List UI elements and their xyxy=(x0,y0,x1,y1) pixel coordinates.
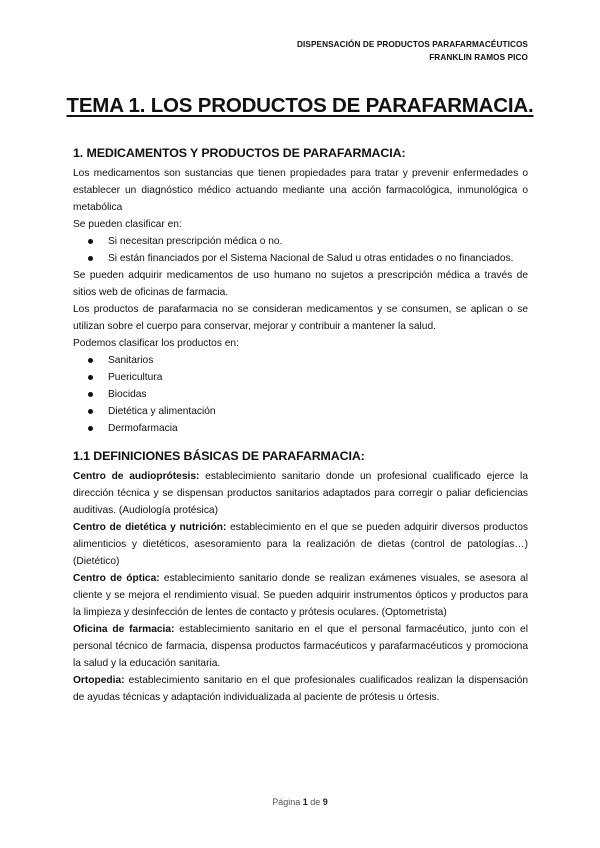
list-item xyxy=(73,233,528,250)
page-footer xyxy=(0,797,600,807)
list-item xyxy=(73,386,528,403)
products-list xyxy=(73,352,528,437)
list-item xyxy=(73,250,528,267)
list-item-text: Si están financiados por el Sistema Nacional de Salud u otras entidades o no financiados. xyxy=(108,253,514,264)
list-item xyxy=(73,420,528,437)
footer-of-label: de xyxy=(310,797,321,807)
definition-term: Ortopedia: xyxy=(73,675,125,686)
definition-ortopedia xyxy=(73,672,528,706)
definition-term: Oficina de farmacia: xyxy=(73,624,175,635)
list-item xyxy=(73,352,528,369)
definition-farmacia xyxy=(73,621,528,672)
list-item-text: Dietética y alimentación xyxy=(108,406,216,417)
bullet-icon xyxy=(88,239,93,244)
header-author: FRANKLIN RAMOS PICO xyxy=(429,53,528,62)
list-item-text: Puericultura xyxy=(108,372,163,383)
bullet-icon xyxy=(88,426,93,431)
running-header xyxy=(297,38,528,64)
page-title: TEMA 1. LOS PRODUCTOS DE PARAFARMACIA. xyxy=(66,94,534,117)
bullet-icon xyxy=(88,375,93,380)
header-course-title: DISPENSACIÓN DE PRODUCTOS PARAFARMACÉUTICOS xyxy=(297,40,528,49)
section-spacer xyxy=(73,437,528,448)
paragraph-online-purchase: Se pueden adquirir medicamentos de uso humano no sujetos a prescripción médica a través de sitios web de oficinas de farmacia. xyxy=(73,270,528,298)
footer-total-pages: 9 xyxy=(322,797,328,807)
definition-term: Centro de óptica: xyxy=(73,573,160,584)
definition-text: establecimiento sanitario en el que profesionales cualificados realizan la dispensación de ayudas técnicas y adaptación individualizada al paciente de prótesis u órtesis. xyxy=(73,675,528,703)
bullet-icon xyxy=(88,358,93,363)
list-item-text: Biocidas xyxy=(108,389,147,400)
bullet-icon xyxy=(88,392,93,397)
definition-dietetica xyxy=(73,519,528,570)
section-heading-medicamentos: 1. MEDICAMENTOS Y PRODUCTOS DE PARAFARMACIA: xyxy=(73,146,406,160)
definition-term: Centro de audioprótesis: xyxy=(73,471,200,482)
footer-page-label: Página xyxy=(272,797,301,807)
paragraph-products-intro: Podemos clasificar los productos en: xyxy=(73,338,239,349)
list-item xyxy=(73,369,528,386)
definition-text: establecimiento en el que se pueden adquirir diversos productos alimenticios y dietéticos, asesoramiento para la realización de dietas (control de patologías…) (Dietético) xyxy=(73,522,528,567)
classification-list xyxy=(73,233,528,267)
list-item-text: Dermofarmacia xyxy=(108,423,178,434)
paragraph-medicamentos-definition: Los medicamentos son sustancias que tienen propiedades para tratar y prevenir enfermedades o establecer un diagnóstico médico actuando mediante una acción farmacológica, inmunológica o metabólica xyxy=(73,168,528,213)
list-item-text: Si necesitan prescripción médica o no. xyxy=(108,236,283,247)
section-heading-definiciones: 1.1 DEFINICIONES BÁSICAS DE PARAFARMACIA: xyxy=(73,449,365,463)
list-item xyxy=(73,403,528,420)
paragraph-parafarmacia-products: Los productos de parafarmacia no se consideran medicamentos y se consumen, se aplican o se utilizan sobre el cuerpo para conservar, mejorar y contribuir a mantener la salud. xyxy=(73,304,528,332)
paragraph-classify-intro: Se pueden clasificar en: xyxy=(73,219,182,230)
bullet-icon xyxy=(88,256,93,261)
definition-optica xyxy=(73,570,528,621)
document-body xyxy=(73,145,528,706)
definition-text: establecimiento sanitario en el que el personal farmacéutico, junto con el personal técnico de farmacia, dispensa productos farmacéuticos y parafarmacéuticos y promociona la salud y la educación sanitaria. xyxy=(73,624,528,669)
definition-text: establecimiento sanitario donde se realizan exámenes visuales, se asesora al cliente y se mejora el rendimiento visual. Se pueden adquirir instrumentos ópticos y productos para la limpieza y desinfección de lentes de contacto y prótesis oculares. (Optometrista) xyxy=(73,573,528,618)
bullet-icon xyxy=(88,409,93,414)
definition-text: establecimiento sanitario donde un profesional cualificado ejerce la dirección técnica y se dispensan productos sanitarios adaptados para corregir o paliar deficiencias auditivas. (Audiología protésica) xyxy=(73,471,528,516)
list-item-text: Sanitarios xyxy=(108,355,154,366)
definition-audioprotesis xyxy=(73,468,528,519)
footer-current-page: 1 xyxy=(302,797,308,807)
definition-term: Centro de dietética y nutrición: xyxy=(73,522,227,533)
